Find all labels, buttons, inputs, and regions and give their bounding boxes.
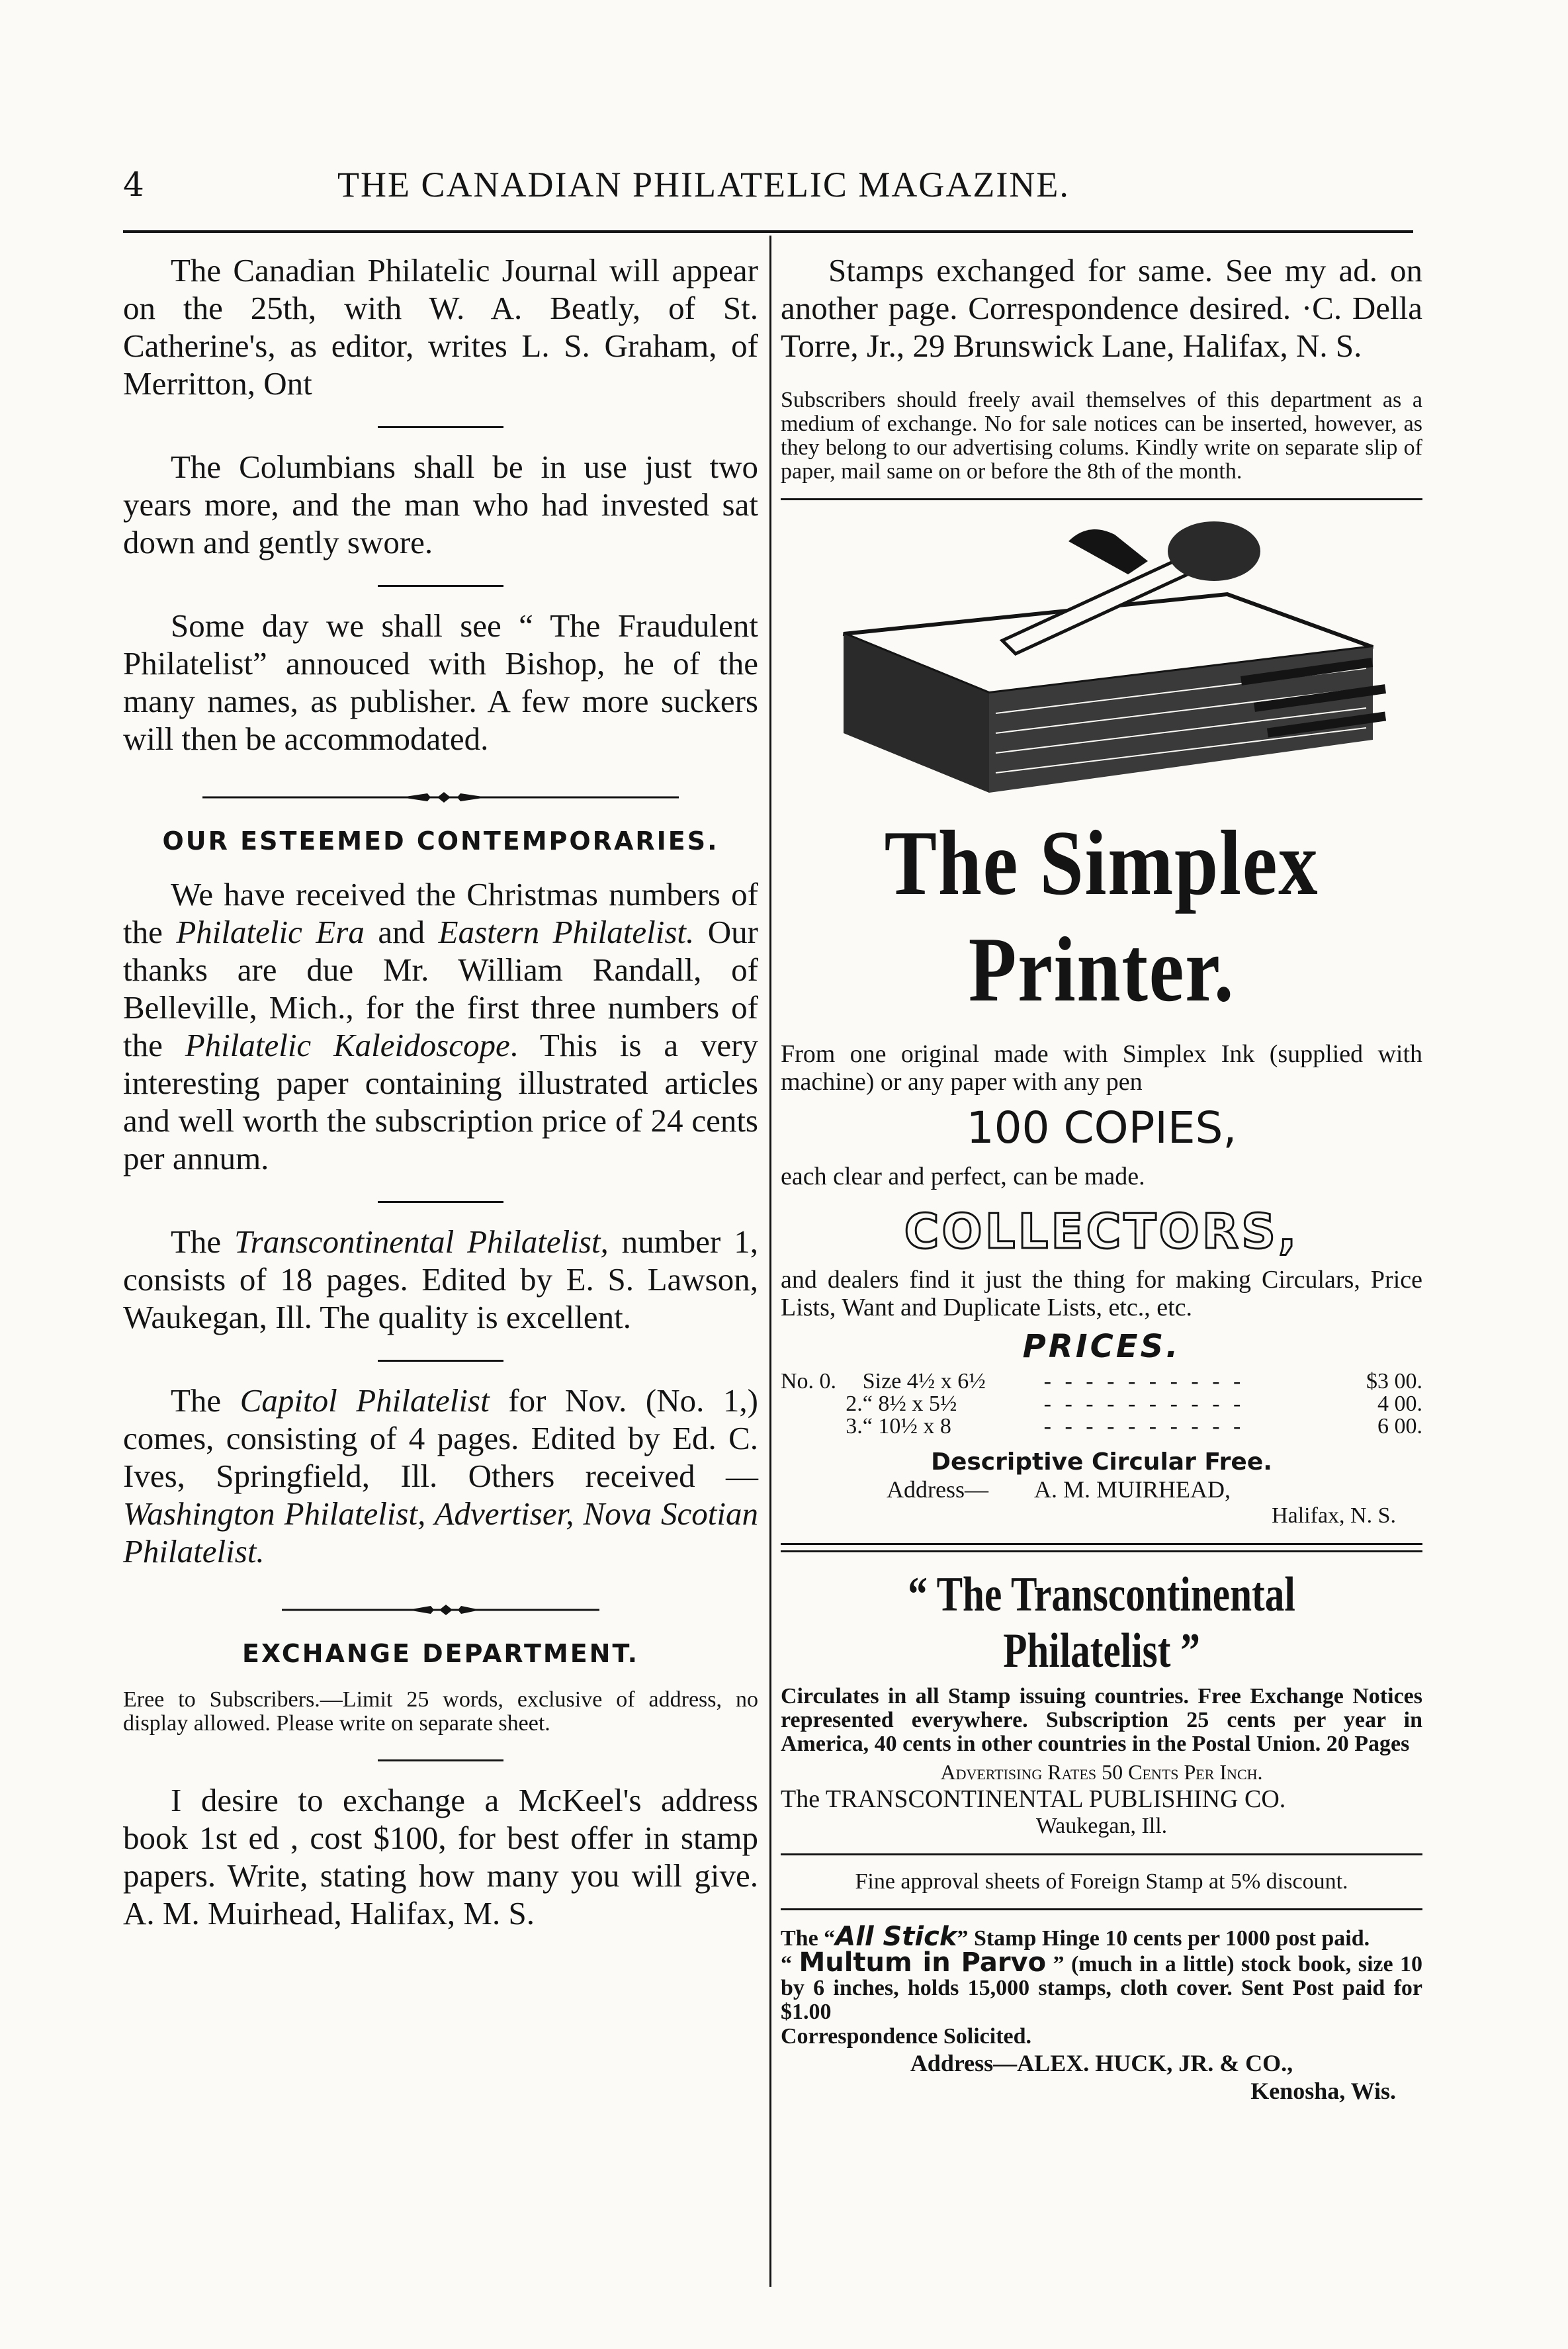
ornament-rule [123,780,758,811]
rule-ornament-icon [202,791,679,804]
printer-illustration-icon [804,515,1399,806]
transcontinental-description: Circulates in all Stamp issuing countries. Free Exchange Notices represented everywhere. Subscription 25 cents per year in America, 40 cents in other countries in the Postal Union. 20 Pages [781,1684,1422,1756]
copies-subline: each clear and perfect, can be made. [781,1163,1145,1190]
publisher-name: The TRANSCONTINENTAL PUBLISHING CO. [781,1785,1286,1813]
rule-ornament-icon [282,1603,599,1617]
correspondence-solicited: Correspondence Solicited. [781,2024,1032,2049]
contemporaries-para-2: The Transcontinental Philatelist, number 1, consists of 18 pages. Edited by E. S. Lawson, Waukegan, Ill. The quality is excellent. [123,1223,758,1335]
collectors-headline: COLLECTORS, [904,1204,1299,1259]
subscribers-note: Subscribers should freely avail themselves of this department as a medium of exchange. No for sale notices can be inserted, however, as they belong to our advertising colums. Kindly write on separate slip of paper, mail same on or before the 8th of the month. [781,388,1422,484]
price-row: 3. “ 10½ x 8 - - - - - - - - - - 6 00. [846,1414,1422,1439]
exchange-ad: I desire to exchange a McKeel's address book 1st ed , cost $100, for best offer in stamp papers. Write, stating how many you will give. A. M. Muirhead, Halifax, M. S. [123,1782,758,1931]
prices-heading: PRICES. [1022,1328,1181,1365]
page-number: 4 [123,165,144,204]
note-columbians: The Columbians shall be in use just two years more, and the man who had invested sat down and gently swore. [123,449,758,560]
left-column [123,251,758,1932]
divider [378,1201,503,1203]
multum-in-parvo-ad: “ Multum in Parvo ” (much in a little) stock book, size 10 by 6 inches, holds 15,000 stamps, cloth cover. Sent Post paid for $1.00 [781,1947,1423,2024]
copies-headline: 100 COPIES, [966,1102,1237,1153]
simplex-printer-title: The Simplex Printer. [884,812,1319,1021]
divider [378,1360,503,1362]
descriptive-circular: Descriptive Circular Free. [931,1448,1272,1476]
stamps-exchanged-ad: Stamps exchanged for same. See my ad. on another page. Correspondence desired. ·C. Della Torre, Jr., 29 Brunswick Lane, Halifax, N. S. [781,252,1422,364]
magazine-title: THE CANADIAN PHILATELIC MAGAZINE. [337,165,1070,204]
section-heading-exchange: EXCHANGE DEPARTMENT. [241,1639,640,1668]
note-journal: The Canadian Philatelic Journal will appear on the 25th, with W. A. Beatly, of St. Catherine's, as editor, writes L. S. Graham, of Merritton, Ont [123,252,758,402]
exchange-note: Eree to Subscribers.—Limit 25 words, exclusive of address, no display allowed. Please write on separate sheet. [123,1687,758,1736]
divider [378,426,503,428]
muirhead-city: Halifax, N. S. [1272,1503,1396,1528]
transcontinental-title: “ The Transcontinental Philatelist ” [908,1568,1295,1678]
price-table [781,1370,1422,1438]
rule [781,1908,1422,1910]
publisher-city: Waukegan, Ill. [1035,1814,1168,1838]
divider [378,585,503,587]
ornament-rule [123,1593,758,1623]
approval-sheets-ad: Fine approval sheets of Foreign Stamp at 5% discount. [855,1869,1348,1894]
huck-city: Kenosha, Wis. [1250,2078,1396,2104]
header-rule [123,230,1413,233]
rule [781,498,1422,500]
contemporaries-para-1: We have received the Christmas numbers of the Philatelic Era and Eastern Philatelist. Our thanks are due Mr. William Randall, of Belleville, Mich., for the first three numbers of the Philatelic Kaleidoscope. This is a very interesting paper containing illustrated articles and well worth the subscription price of 24 cents per annum. [123,876,758,1176]
column-divider [769,236,771,2287]
simplex-description: From one original made with Simplex Ink (supplied with machine) or any paper with any pen [781,1040,1422,1096]
section-heading-contemporaries: OUR ESTEEMED CONTEMPORARIES. [162,826,719,856]
rule [781,1853,1422,1855]
divider [378,1759,503,1761]
huck-address: Address—ALEX. HUCK, JR. & CO., [910,2050,1293,2076]
double-rule [781,1543,1422,1552]
note-fraudulent: Some day we shall see “ The Fraudulent Philatelist” annouced with Bishop, he of the many names, as publisher. A few more suckers will then be accommodated. [123,607,758,757]
price-row: No. 0. Size 4½ x 6½ - - - - - - - - - - $3 00. [781,1369,1422,1394]
all-stick-ad: The “All Stick” Stamp Hinge 10 cents per 1000 post paid. [781,1922,1370,1952]
contemporaries-para-3: The Capitol Philatelist for Nov. (No. 1,) comes, consisting of 4 pages. Edited by Ed. C. Ives, Springfield, Ill. Others received — Washington Philatelist, Advertiser, Nova Scotian Philatelist. [123,1382,758,1570]
collectors-subline: and dealers find it just the thing for making Circulars, Price Lists, Want and Duplicate Lists, etc., etc. [781,1266,1422,1321]
muirhead-address: Address— A. M. MUIRHEAD, [887,1476,1231,1503]
price-row: 2. “ 8½ x 5½ - - - - - - - - - - 4 00. [846,1392,1422,1416]
advertising-rates: Advertising Rates 50 Cents Per Inch. [940,1760,1263,1784]
right-column [781,251,1422,2105]
